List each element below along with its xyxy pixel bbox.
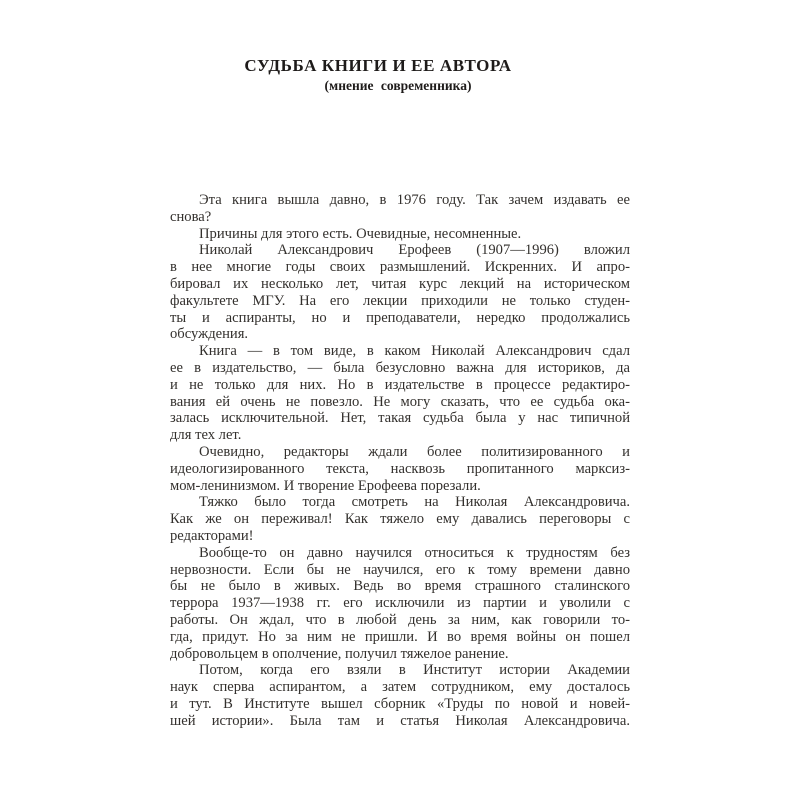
text-line: Эта книга вышла давно, в 1976 году. Так зачем издавать ее	[199, 192, 630, 208]
text-line: бировал их несколько лет, читая курс лекций на историческом	[170, 275, 630, 292]
text-line: Причины для этого есть. Очевидные, несомненные.	[199, 225, 522, 242]
text-line: работы. Он ждал, что в любой день за ним, как говорили то-	[170, 611, 630, 628]
text-line: шей истории». Была там и статья Николая Александровича.	[170, 712, 630, 729]
text-line: для тех лет.	[170, 427, 242, 444]
text-line: нервозности. Если бы не научился, его к тому времени давно	[170, 561, 630, 578]
text-line: террора 1937—1938 гг. его исключили из партии и уволили с	[170, 595, 630, 612]
paragraph	[170, 444, 630, 494]
text-line: наук сперва аспирантом, а затем сотрудником, ему досталось	[170, 679, 630, 696]
text-line: Как же он переживал! Как тяжело ему давались переговоры с	[170, 511, 630, 528]
text-line: Вообще-то он давно научился относиться к трудностям без	[199, 544, 630, 561]
text-line: факультете МГУ. На его лекции приходили не только студен-	[170, 292, 630, 309]
body-text	[170, 192, 630, 730]
chapter-subtitle: (мнение современника)	[324, 78, 472, 93]
text-line: Тяжко было тогда смотреть на Николая Александровича.	[199, 494, 630, 511]
chapter-heading	[148, 56, 608, 94]
text-line: мом-ленинизмом. И творение Ерофеева порезали.	[170, 477, 481, 494]
text-line: идеологизированного текста, насквозь пропитанного марксиз-	[170, 460, 630, 477]
text-line: редакторами!	[170, 527, 254, 544]
text-line: Книга — в том виде, в каком Николай Александрович сдал	[199, 343, 630, 360]
text-line: Очевидно, редакторы ждали более политизированного и	[199, 443, 630, 460]
paragraph	[170, 494, 630, 544]
text-line: ее в издательство, — была безусловно важна для историков, да	[170, 359, 630, 376]
text-line: гда, придут. Но за ним не пришли. И во время войны он пошел	[170, 628, 630, 645]
text-line: снова?	[170, 208, 212, 225]
paragraph	[170, 662, 630, 729]
text-line: в нее многие годы своих размышлений. Искренних. И апро-	[170, 259, 630, 276]
text-line: добровольцем в ополчение, получил тяжелое ранение.	[170, 645, 509, 662]
text-line: ты и аспиранты, но и преподаватели, нередко продолжались	[170, 309, 630, 326]
text-line: вания ей очень не повезло. Не могу сказать, что ее судьба ока-	[170, 393, 630, 410]
text-line: бы не было в живых. Ведь во время страшного сталинского	[170, 578, 630, 595]
paragraph	[170, 545, 630, 663]
text-line: залась исключительной. Нет, такая судьба была у нас типичной	[170, 410, 630, 427]
paragraph	[170, 242, 630, 343]
text-line: обсуждения.	[170, 326, 249, 343]
text-line: Потом, когда его взяли в Институт истории Академии	[199, 662, 630, 679]
paragraph	[170, 192, 630, 226]
text-line: Николай Александрович Ерофеев (1907—1996) вложил	[199, 242, 630, 259]
text-line: и не только для них. Но в издательстве в процессе редактиро-	[170, 376, 630, 393]
text-line: и тут. В Институте вышел сборник «Труды по новой и новей-	[170, 695, 630, 712]
paragraph	[170, 226, 630, 243]
chapter-title: СУДЬБА КНИГИ И ЕЕ АВТОРА	[244, 56, 512, 75]
paragraph	[170, 343, 630, 444]
